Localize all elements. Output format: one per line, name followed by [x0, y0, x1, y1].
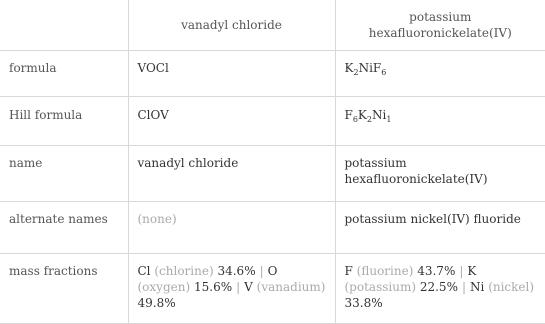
name-potassium-hexafluoronickelate: potassium hexafluoronickelate(IV) [335, 146, 545, 202]
formula-subscript: 1 [386, 115, 392, 124]
formula-part: F [344, 108, 353, 122]
element-percent: 34.6% [217, 264, 256, 278]
separator: | [259, 264, 264, 278]
element-percent: 15.6% [193, 280, 233, 294]
header-label-line-1: potassium [409, 10, 472, 24]
header-label-line-2: hexafluoronickelate(IV) [368, 26, 512, 40]
header-potassium-hexafluoronickelate [335, 0, 545, 51]
element-symbol: O [267, 264, 278, 278]
element-name: (vanadium) [256, 280, 326, 294]
header-row [0, 0, 545, 51]
element-name: (fluorine) [356, 264, 414, 278]
row-label-hill-formula: Hill formula [0, 97, 128, 146]
hill-formula-potassium-hexafluoronickelate [335, 97, 545, 146]
table-row-name [0, 146, 545, 202]
element-symbol: V [244, 280, 253, 294]
table-row-mass-fractions [0, 254, 545, 324]
element-percent: 49.8% [137, 296, 176, 310]
element-name: (chlorine) [154, 264, 214, 278]
table-row-formula [0, 51, 545, 97]
formula-subscript: 2 [366, 115, 372, 124]
alternate-names-vanadyl-chloride: (none) [128, 202, 335, 254]
table-row-hill-formula [0, 97, 545, 146]
separator: | [236, 280, 241, 294]
formula-part: Ni [371, 108, 387, 122]
row-label-mass-fractions: mass fractions [0, 254, 128, 324]
element-symbol: K [467, 264, 477, 278]
element-percent: 43.7% [417, 264, 456, 278]
formula-subscript: 2 [353, 68, 359, 77]
row-label-alternate-names: alternate names [0, 202, 128, 254]
header-empty-cell [0, 0, 128, 51]
element-symbol: Ni [470, 280, 485, 294]
formula-subscript: 6 [352, 115, 358, 124]
element-percent: 22.5% [419, 280, 458, 294]
mass-fractions-potassium-hexafluoronickelate [335, 254, 545, 324]
element-symbol: F [344, 264, 353, 278]
formula-part: NiF [358, 61, 382, 75]
alternate-names-potassium-hexafluoronickelate: potassium nickel(IV) fluoride [335, 202, 545, 254]
row-label-name: name [0, 146, 128, 202]
element-symbol: Cl [137, 264, 151, 278]
formula-subscript: 6 [381, 68, 387, 77]
formula-potassium-hexafluoronickelate [335, 51, 545, 97]
header-label: vanadyl chloride [181, 18, 282, 32]
hill-formula-vanadyl-chloride: ClOV [128, 97, 335, 146]
formula-vanadyl-chloride: VOCl [128, 51, 335, 97]
separator: | [461, 280, 467, 294]
mass-fractions-vanadyl-chloride [128, 254, 335, 324]
formula-part: K [344, 61, 354, 75]
separator: | [459, 264, 464, 278]
element-name: (nickel) [488, 280, 535, 294]
header-vanadyl-chloride [128, 0, 335, 51]
element-name: (oxygen) [137, 280, 191, 294]
row-label-formula: formula [0, 51, 128, 97]
name-vanadyl-chloride: vanadyl chloride [128, 146, 335, 202]
element-name: (potassium) [344, 280, 417, 294]
formula-part: K [357, 108, 367, 122]
element-percent: 33.8% [344, 296, 383, 310]
table-row-alternate-names [0, 202, 545, 254]
